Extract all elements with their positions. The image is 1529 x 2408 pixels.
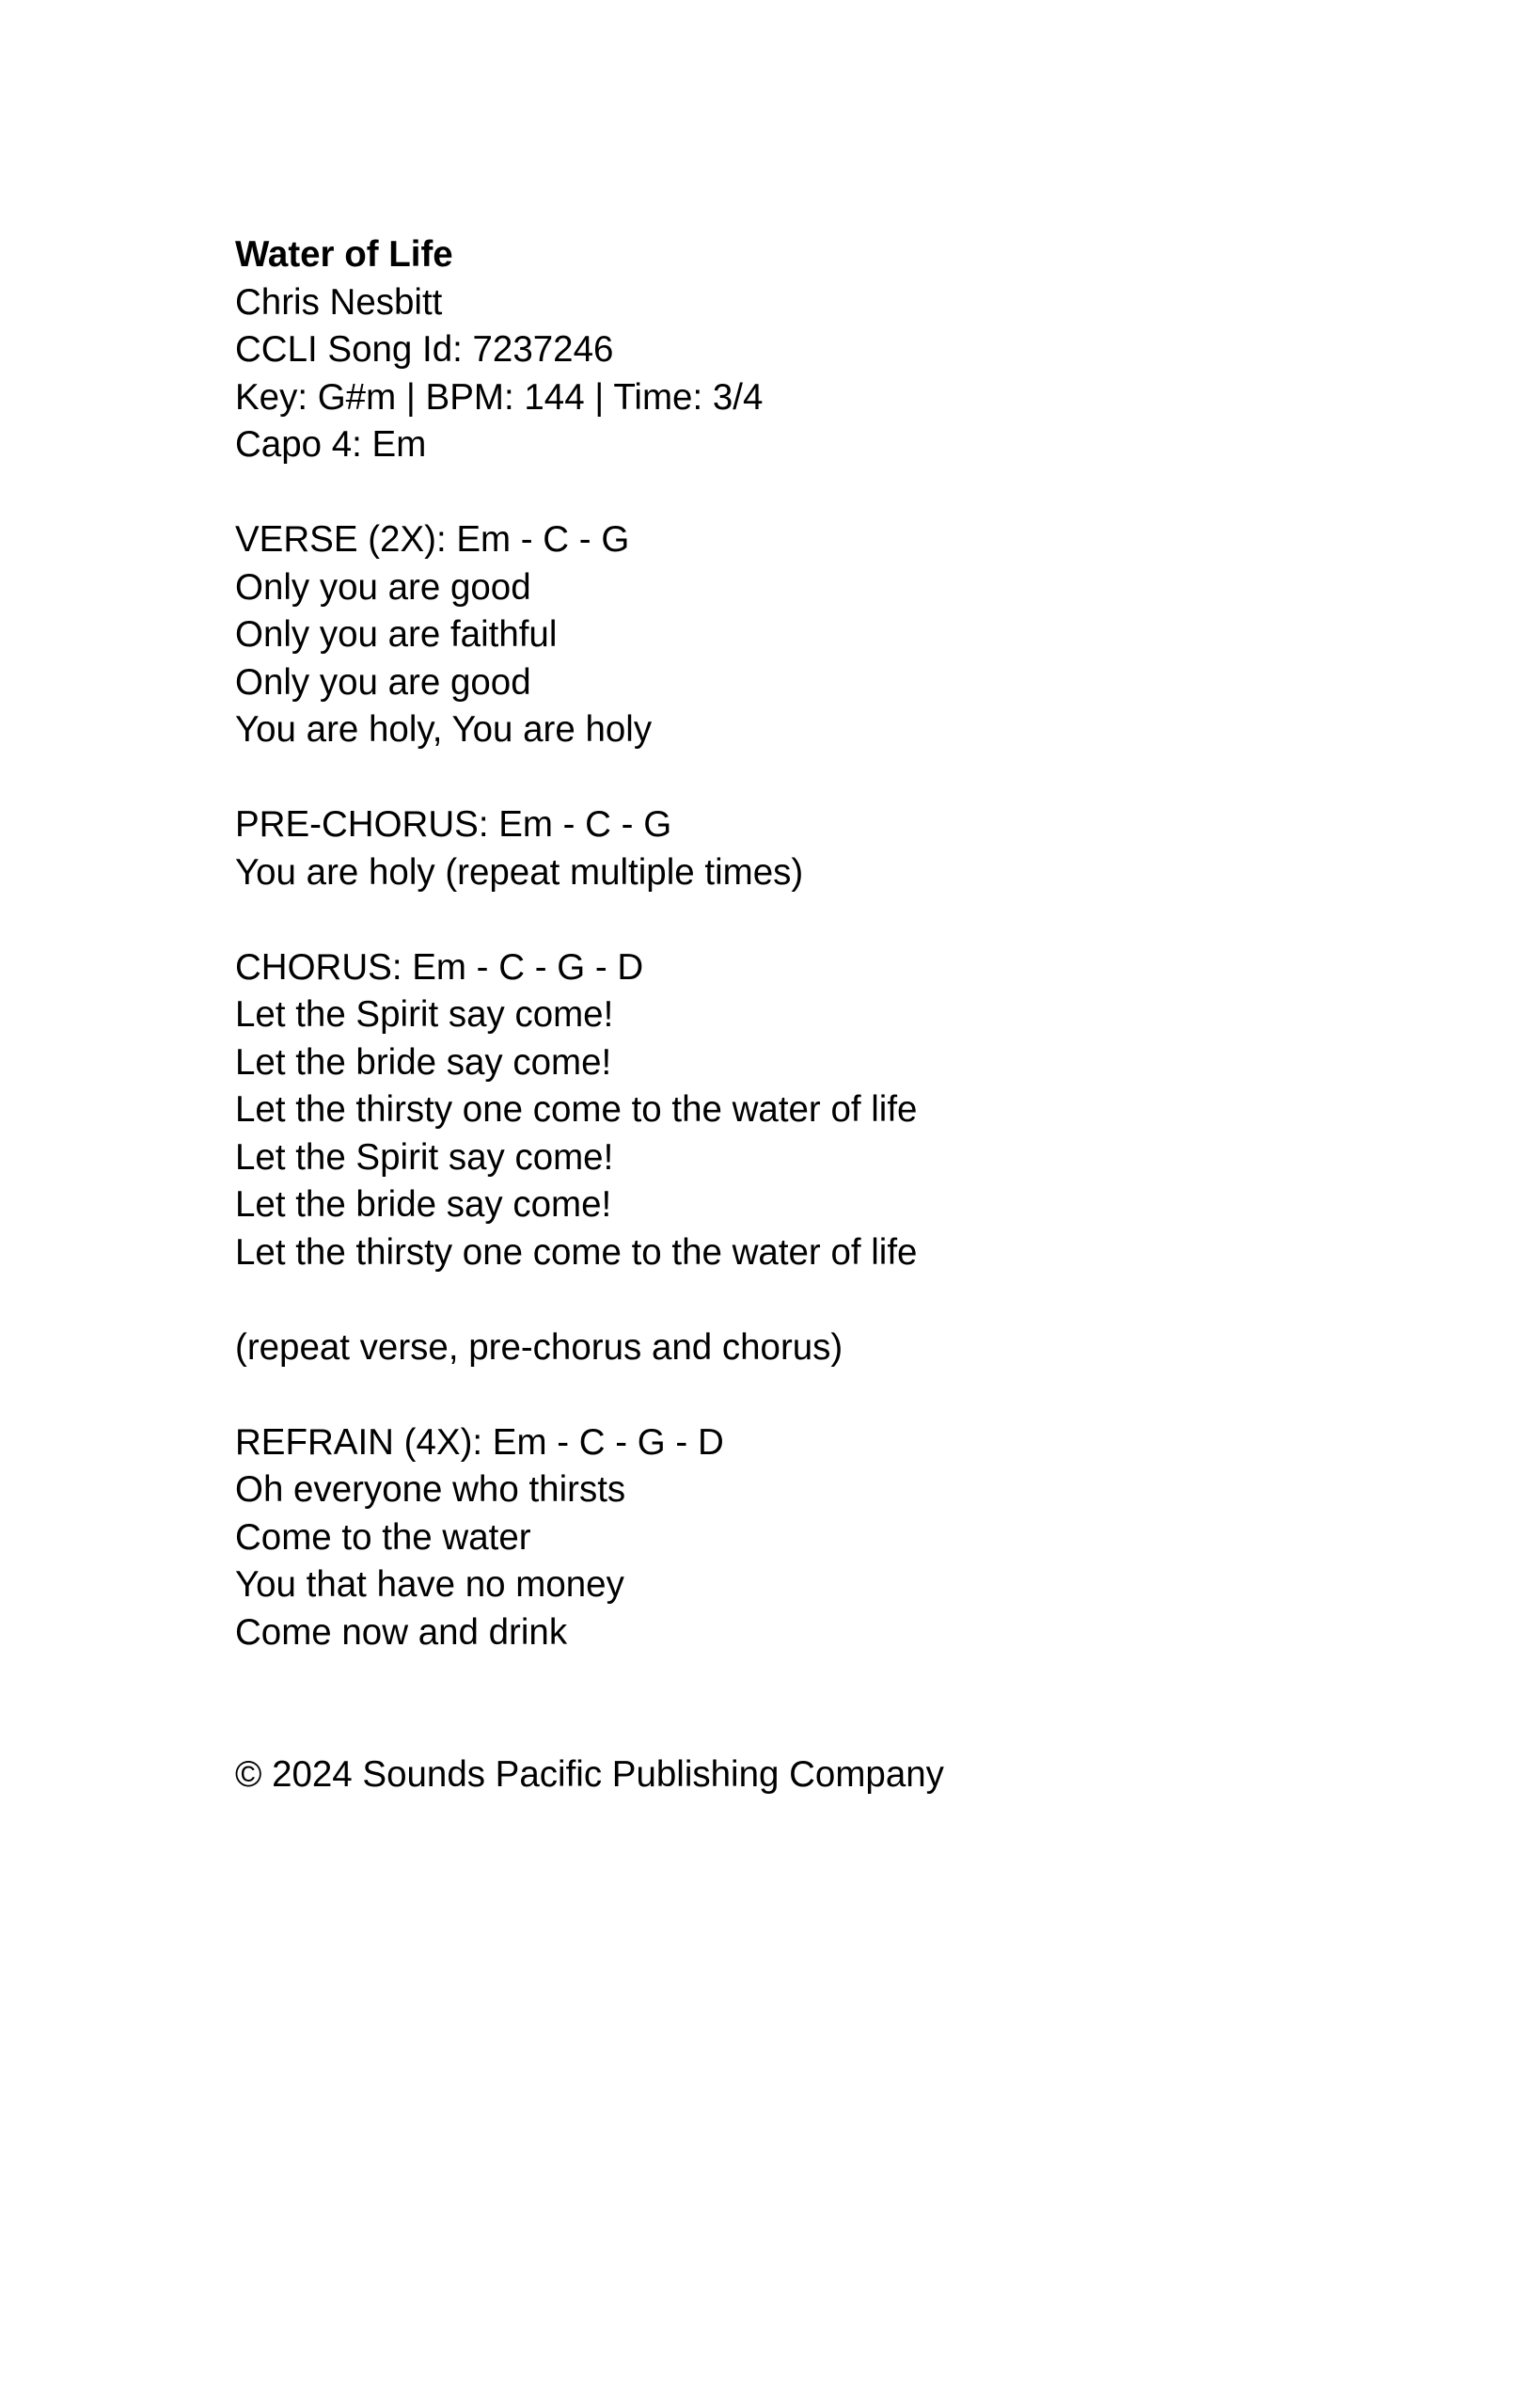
- lyric-line: Oh everyone who thirsts: [235, 1469, 626, 1510]
- verse-section: [235, 516, 1363, 754]
- lyric-line: Only you are good: [235, 566, 531, 608]
- ccli-id: CCLI Song Id: 7237246: [235, 329, 614, 370]
- copyright-notice: © 2024 Sounds Pacific Publishing Company: [235, 1754, 944, 1795]
- lyric-line: Only you are faithful: [235, 614, 558, 655]
- lyric-line: Let the bride say come!: [235, 1041, 612, 1083]
- spacer: [235, 1276, 1363, 1324]
- lyric-line: Let the thirsty one come to the water of life: [235, 1231, 918, 1273]
- spacer: [235, 754, 1363, 802]
- lyric-sheet: [235, 231, 1363, 1799]
- lyric-line: Let the thirsty one come to the water of life: [235, 1089, 918, 1130]
- spacer: [235, 469, 1363, 517]
- song-header: [235, 231, 1363, 469]
- spacer: [235, 1371, 1363, 1419]
- chorus-section: [235, 944, 1363, 1277]
- lyric-line: Come now and drink: [235, 1611, 568, 1653]
- prechorus-header: PRE-CHORUS: Em - C - G: [235, 804, 672, 845]
- lyric-line: Let the bride say come!: [235, 1184, 612, 1225]
- key-bpm-time: Key: G#m | BPM: 144 | Time: 3/4: [235, 376, 764, 418]
- refrain-header: REFRAIN (4X): Em - C - G - D: [235, 1421, 724, 1463]
- lyric-line: Only you are good: [235, 661, 531, 703]
- chorus-header: CHORUS: Em - C - G - D: [235, 946, 644, 988]
- lyric-line: Let the Spirit say come!: [235, 1136, 614, 1178]
- lyric-line: You are holy, You are holy: [235, 709, 653, 750]
- lyric-line: Let the Spirit say come!: [235, 994, 614, 1035]
- repeat-note: (repeat verse, pre-chorus and chorus): [235, 1326, 843, 1368]
- lyric-line: Come to the water: [235, 1516, 531, 1558]
- lyric-line: You that have no money: [235, 1564, 624, 1605]
- song-title: Water of Life: [235, 234, 453, 275]
- spacer: [235, 1656, 1363, 1751]
- capo-info: Capo 4: Em: [235, 424, 427, 465]
- verse-header: VERSE (2X): Em - C - G: [235, 519, 630, 560]
- lyric-line: You are holy (repeat multiple times): [235, 851, 804, 893]
- song-author: Chris Nesbitt: [235, 281, 443, 323]
- spacer: [235, 896, 1363, 944]
- refrain-section: [235, 1419, 1363, 1657]
- prechorus-section: [235, 801, 1363, 896]
